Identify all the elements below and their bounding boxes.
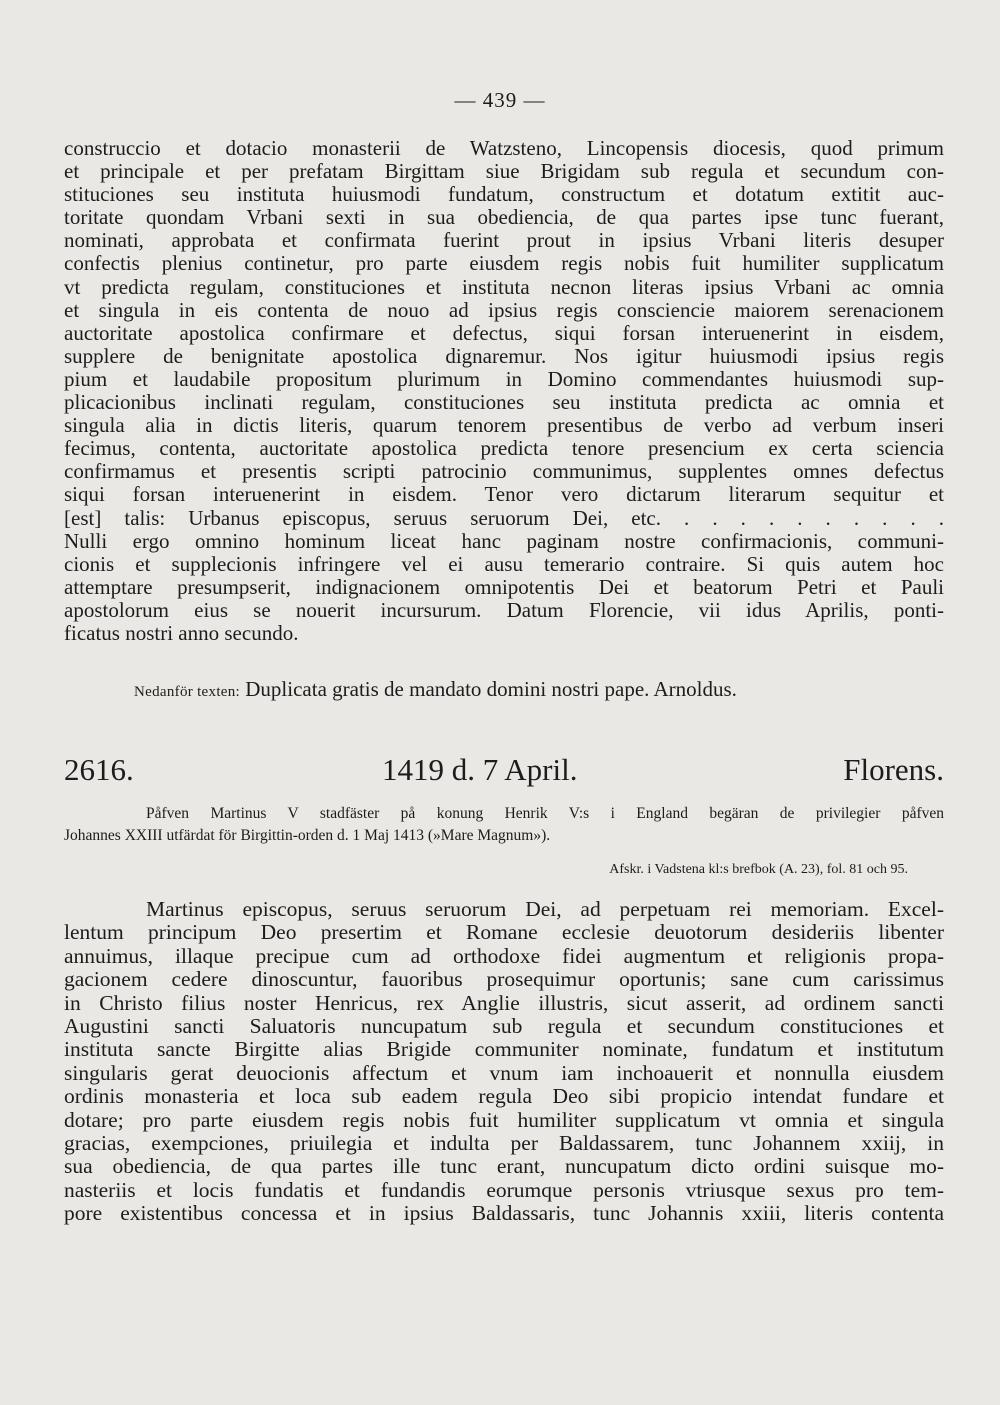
text-line: supplere de benignitate apostolica dignaremur. Nos igitur huiusmodi ipsius regis	[64, 343, 944, 368]
text-line: lentum principum Deo presertim et Romane ecclesie deuotorum desideriis libenter	[64, 920, 944, 945]
text-line: apostolorum eius se nouerit incursurum. Datum Florencie, vii idus Aprilis, ponti-	[64, 597, 944, 622]
text-line: Augustini sancti Saluatoris nuncupatum sub regula et secundum constituciones et	[64, 1014, 944, 1039]
text-line: gacionem cedere dinoscuntur, fauoribus prosequimur oportunis; sane cum carissimus	[64, 967, 944, 992]
text-line: construccio et dotacio monasterii de Watzsteno, Lincopensis diocesis, quod primum	[64, 136, 944, 160]
text-line: toritate quondam Vrbani sexti in sua obediencia, de qua partes ipse tunc fuerant,	[64, 205, 944, 230]
text-line: ficatus nostri anno secundo.	[64, 620, 299, 645]
text-line: [est] talis: Urbanus episcopus, seruus seruorum Dei, etc. . . . . . . . . . .	[64, 505, 944, 530]
text-line: et singula in eis contenta de nouo ad ipsius regis consciencie maiorem serenacionem	[64, 297, 944, 322]
text-line: attemptare presumpserit, indignacionem omnipotentis Dei et beatorum Petri et Pauli	[64, 574, 944, 599]
text-line: et principale et per prefatam Birgittam siue Brigidam sub regula et secundum con-	[64, 159, 944, 184]
footnote-below-text	[134, 677, 934, 702]
text-line: confectis plenius continetur, pro parte eiusdem regis nobis fuit humiliter supplicatum	[64, 251, 944, 276]
text-line: fecimus, contenta, auctoritate apostolica predicta tenore presencium ex certa sciencia	[64, 436, 944, 461]
page-number: — 439 —	[454, 88, 546, 112]
text-line: ordinis monasteria et loca sub eadem regula Deo sibi propicio intendat fundare et	[64, 1084, 944, 1109]
text-line: singularis gerat deuocionis affectum et vnum iam inchoauerit et nonnulla eiusdem	[64, 1060, 944, 1085]
summary-line: Påfven Martinus V stadfäster på konung Henrik V:s i England begäran de privilegier påfven	[146, 805, 944, 822]
text-line: singula alia in dictis literis, quarum tenorem presentibus de verbo ad verbum inseri	[64, 413, 944, 438]
entry-date: 1419 d. 7 April.	[382, 752, 578, 787]
text-line: Martinus episcopus, seruus seruorum Dei, ad perpetuam rei memoriam. Excel-	[146, 897, 944, 921]
text-line: Nulli ergo omnino hominum liceat hanc paginam nostre confirmacionis, communi-	[64, 528, 944, 553]
entry-summary	[64, 803, 944, 847]
text-line: cionis et supplecionis infringere vel ei ausu temerario contraire. Si quis autem hoc	[64, 551, 944, 576]
paragraph-main	[64, 898, 944, 1226]
text-line: pium et laudabile propositum plurimum in Domino commendantes huiusmodi sup-	[64, 366, 944, 391]
text-line: confirmamus et presentis scripti patrocinio communimus, supplentes omnes defectus	[64, 459, 944, 484]
text-line: stituciones seu instituta huiusmodi fundatum, constructum et dotatum extitit auc-	[64, 182, 944, 207]
text-line: plicacionibus inclinati regulam, constituciones seu instituta predicta ac omnia et	[64, 390, 944, 415]
note-label: Nedanför texten:	[134, 684, 241, 700]
text-line: siqui forsan interuenerint in eisdem. Tenor vero dictarum literarum sequitur et	[64, 482, 944, 507]
text-line: nominati, approbata et confirmata fuerint prout in ipsius Vrbani literis desuper	[64, 228, 944, 253]
text-line: gracias, exempciones, priuilegia et indulta per Baldassarem, tunc Johannem xxiij, in	[64, 1131, 944, 1156]
entry-number: 2616.	[64, 752, 134, 787]
text-line: pore existentibus concessa et in ipsius Baldassaris, tunc Johannis xxiii, literis contenta	[64, 1201, 944, 1226]
paragraph-continued	[64, 137, 944, 645]
summary-line: Johannes XXIII utfärdat för Birgittin-orden d. 1 Maj 1413 (»Mare Magnum»).	[64, 827, 551, 844]
text-line: in Christo filius noster Henricus, rex Anglie illustris, sicut asserit, ad ordinem sancti	[64, 990, 944, 1015]
note-text: Duplicata gratis de mandato domini nostri pape. Arnoldus.	[245, 677, 737, 701]
text-line: nasteriis et locis fundatis et fundandis eorumque personis vtriusque sexus pro tem-	[64, 1177, 944, 1202]
text-line: vt predicta regulam, constituciones et instituta necnon literas ipsius Vrbani ac omnia	[64, 274, 944, 299]
text-line: sua obediencia, de qua partes ille tunc erant, nuncupatum dicto ordini suisque mo-	[64, 1154, 944, 1179]
text-line: dotare; pro parte eiusdem regis nobis fuit humiliter supplicatum vt omnia et singula	[64, 1107, 944, 1132]
text-line: annuimus, illaque precipue cum ad orthodoxe fidei augmentum et religionis propa-	[64, 943, 944, 968]
source-reference: Afskr. i Vadstena kl:s brefbok (A. 23), fol. 81 och 95.	[609, 862, 908, 877]
text-line: auctoritate apostolica confirmare et defectus, siqui forsan interuenerint in eisdem,	[64, 320, 944, 345]
text-line: instituta sancte Birgitte alias Brigide communiter nominate, fundatum et institutum	[64, 1037, 944, 1062]
entry-place: Florens.	[843, 752, 944, 787]
